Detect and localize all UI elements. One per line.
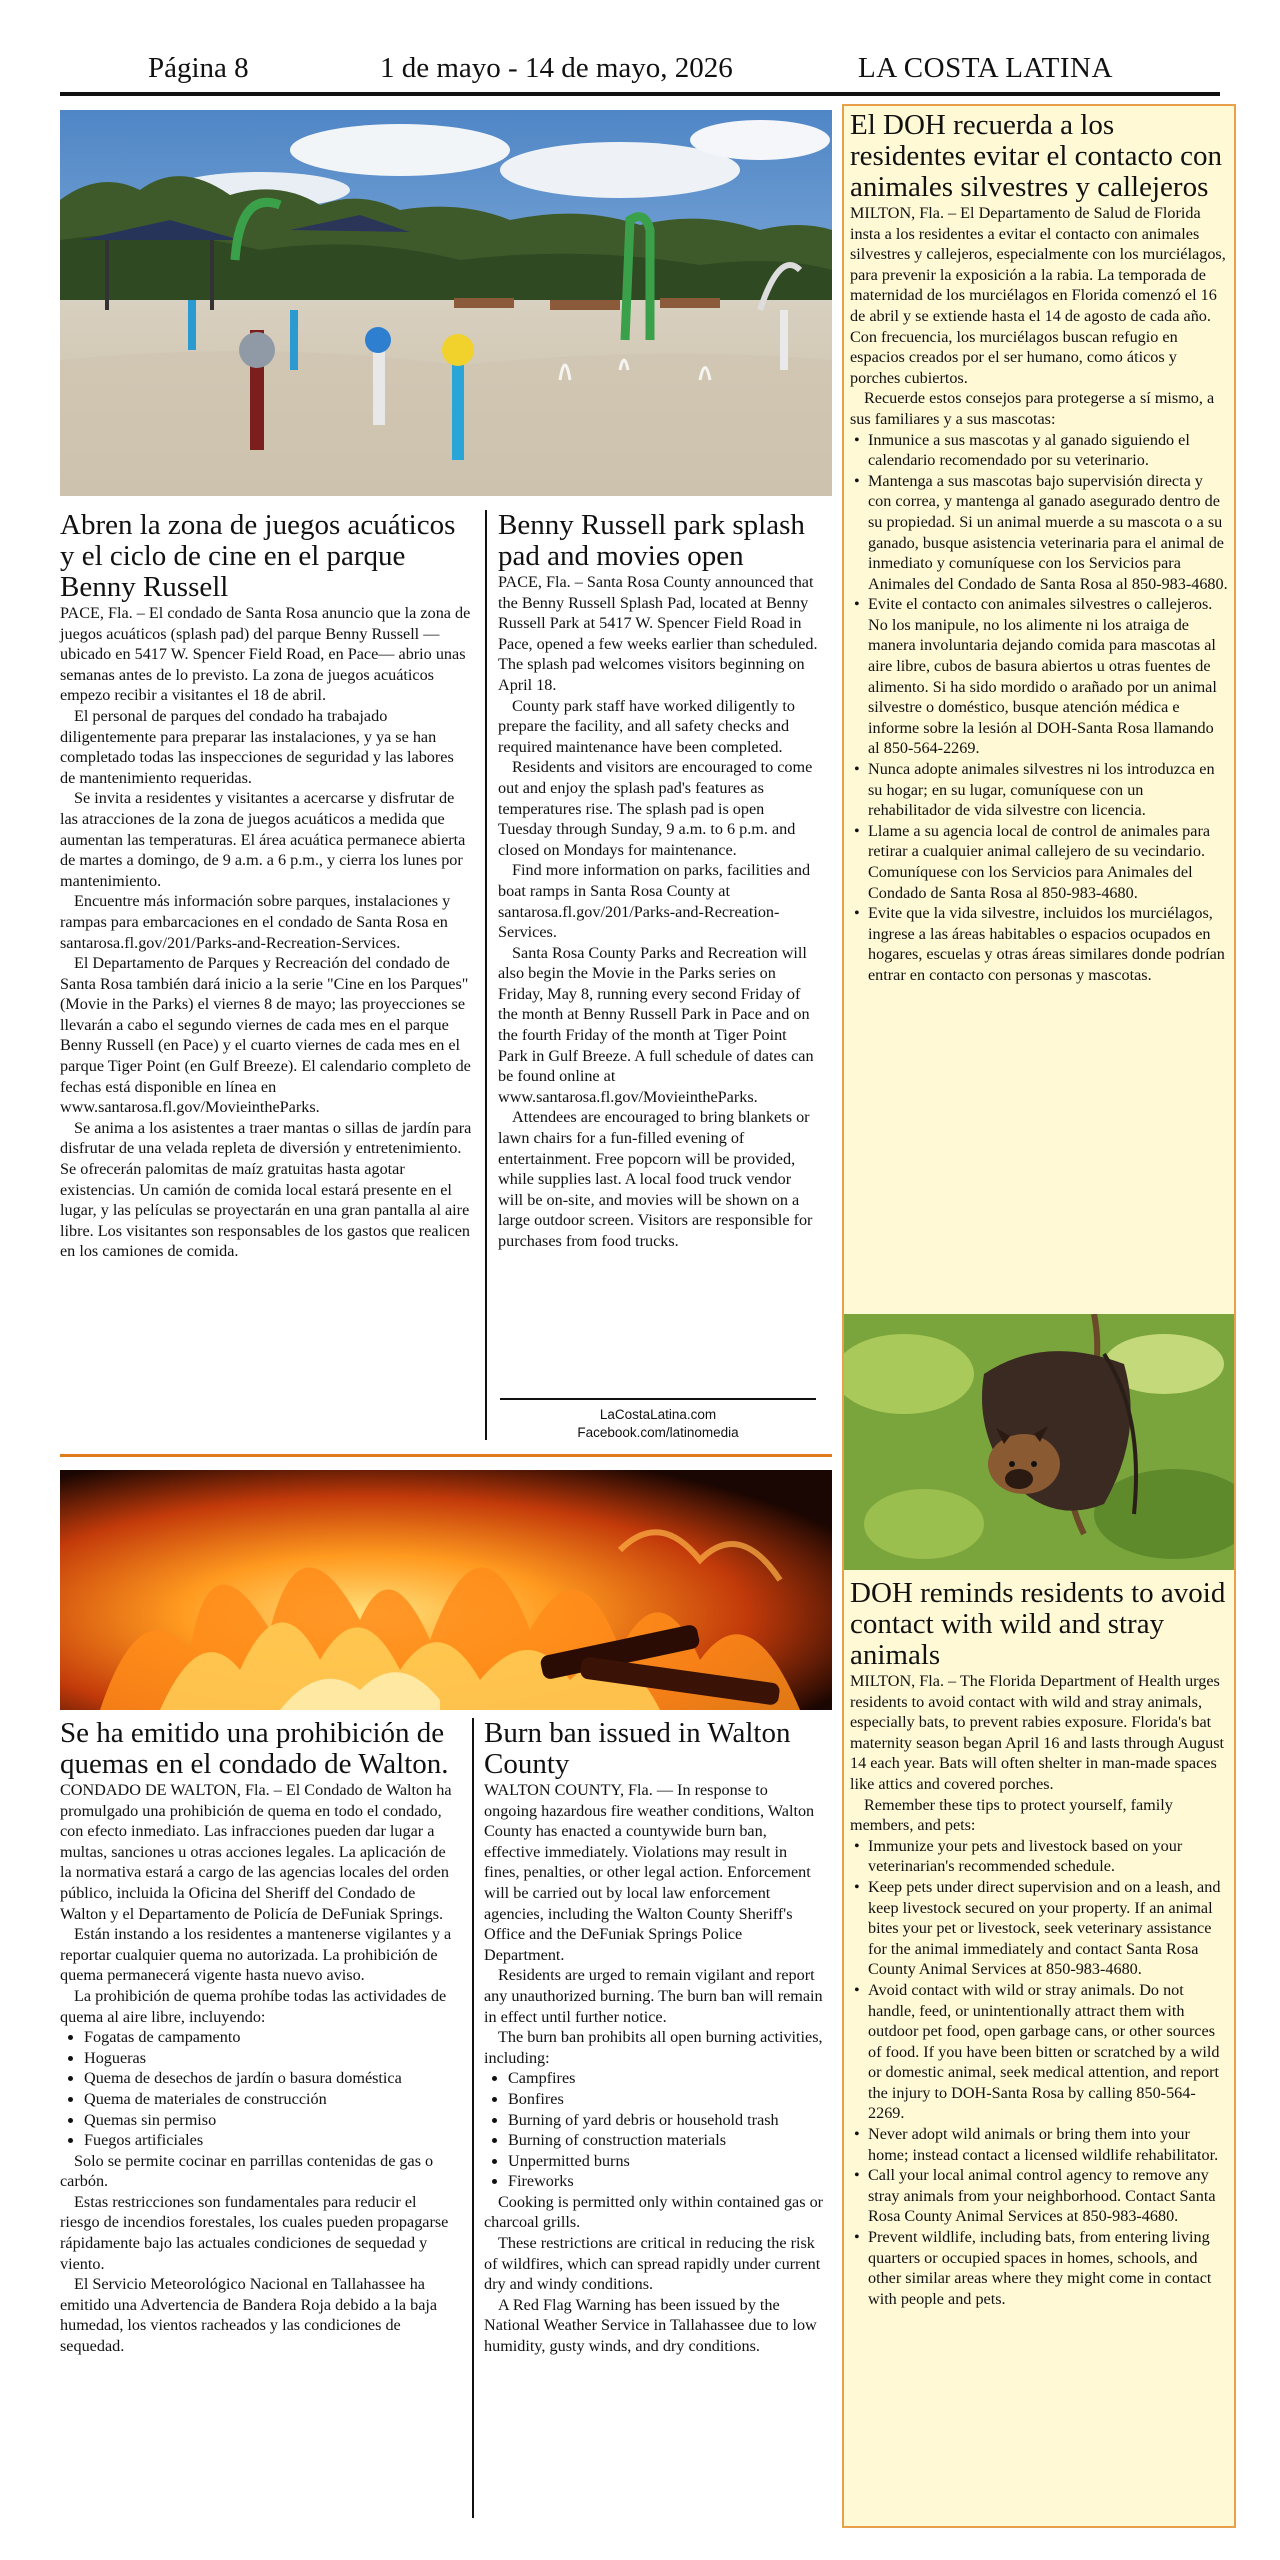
paragraph: Se invita a residentes y visitantes a acercarse y disfrutar de las atracciones de la zona de juegos acuáticos a medida que aumentan las temperaturas. El área acuática permanece abierta de martes a domingo, de 9 a.m. a 6 p.m., y cierra los lunes por mantenimiento. <box>60 789 466 890</box>
list-item: • Evite el contacto con animales silvestres o callejeros. No los manipule, no los alimente ni los atraiga de manera involuntaria dejando comida para mascotas al aire libre, cubos de basura abiertos u otras fuentes de alimento. Si ha sido mordido o arañado por un animal silvestre o doméstico, busque atención médica e informe sobre la lesión al DOH-Santa Rosa llamando al 850-564-2269. <box>868 594 1228 759</box>
list-item: • Inmunice a sus mascotas y al ganado siguiendo el calendario recomendado por su veterinario. <box>868 430 1228 471</box>
list-item: • Campfires <box>508 2068 824 2089</box>
tips-list-en <box>850 1836 1228 2310</box>
publication-name: LA COSTA LATINA <box>858 52 1113 84</box>
paragraph: The burn ban prohibits all open burning activities, including: <box>484 2028 823 2067</box>
masthead <box>60 48 1220 96</box>
list-item: • Bonfires <box>508 2089 824 2110</box>
paragraph: County park staff have worked diligently to prepare the facility, and all safety checks and required maintenance have been completed. <box>498 696 795 756</box>
article-burn-en <box>484 1718 824 2357</box>
paragraph: Attendees are encouraged to bring blankets or lawn chairs for a fun-filled evening of entertainment. Free popcorn will be provided, while supplies last. A local food truck vendor will be on-site, and movies will be shown on a large outdoor screen. Visitors are responsible for purchases from food trucks. <box>498 1108 813 1250</box>
paragraph: MILTON, Fla. – El Departamento de Salud de Florida insta a los residentes a evitar el contacto con animales silvestres y callejeros, especialmente con los murciélagos, para prevenir la exposición a la rabia. La temporada de maternidad de los murciélagos en Florida comenzó el 16 de abril y se extiende hasta el 14 de agosto de cada año. Con frecuencia, los murciélagos buscan refugio en espacios creados por el ser humano, como áticos y porches cubiertos. <box>850 204 1226 387</box>
facebook-link[interactable]: Facebook.com/latinomedia <box>577 1425 739 1440</box>
column-divider <box>472 1718 474 2518</box>
paragraph: CONDADO DE WALTON, Fla. – El Condado de Walton ha promulgado una prohibición de quema en todo el condado, con efecto inmediato. Las infracciones pueden dar lugar a multas, sanciones u otras acciones legales. La aplicación de la normativa estará a cargo de las agencias locales del orden público, incluida la Oficina del Sheriff del Condado de Walton y el Departamento de Policía de DeFuniak Springs. <box>60 1781 452 1923</box>
headline-doh-en: DOH reminds residents to avoid contact with wild and stray animals <box>850 1577 1226 1671</box>
paragraph: PACE, Fla. – Santa Rosa County announced that the Benny Russell Splash Pad, located at Benny Russell Park at 5417 W. Spencer Field Road in Pace, opened a few weeks earlier than scheduled. The splash pad welcomes visitors beginning on April 18. <box>498 573 818 694</box>
bat-photo <box>844 1314 1234 1570</box>
paragraph: La prohibición de quema prohíbe todas las actividades de quema al aire libre, incluyendo: <box>60 1986 447 2026</box>
paragraph: Remember these tips to protect yourself, family members, and pets: <box>850 1795 1173 1835</box>
article-splash-en <box>498 510 820 1252</box>
headline-burn-en: Burn ban issued in Walton County <box>484 1717 791 1780</box>
article-doh-en <box>850 1578 1228 2309</box>
paragraph: El Departamento de Parques y Recreación del condado de Santa Rosa también dará inicio a la serie "Cine en los Parques" (Movie in the Parks) el viernes 8 de mayo; las proyecciones se llevarán a cabo el segundo viernes de cada mes en el parque Benny Russell (en Pace) y el cuarto viernes de cada mes en el parque Tiger Point (en Gulf Breeze). El calendario completo de fechas está disponible en línea en www.santarosa.fl.gov/MovieintheParks. <box>60 954 471 1117</box>
paragraph: Estas restricciones son fundamentales para reducir el riesgo de incendios forestales, los cuales pueden propagarse rápidamente bajo las actuales condiciones de sequedad y viento. <box>60 2192 449 2273</box>
issue-date-range: 1 de mayo - 14 de mayo, 2026 <box>380 52 733 84</box>
paragraph: Encuentre más información sobre parques, instalaciones y rampas para embarcaciones en el condado de Santa Rosa en santarosa.fl.gov/201/Parks-and-Recreation-Services. <box>60 892 451 952</box>
prohibited-list-es <box>60 2027 460 2151</box>
list-item: • Llame a su agencia local de control de animales para retirar a cualquier animal callejero de su vecindario. Comuníquese con los Servicios para Animales del Condado de Santa Rosa al 850-983-4680. <box>868 821 1228 903</box>
list-item: • Quema de desechos de jardín o basura doméstica <box>84 2068 460 2089</box>
article-doh-es <box>850 110 1228 986</box>
section-divider <box>60 1454 832 1457</box>
column-divider <box>485 510 487 1440</box>
paragraph: Find more information on parks, facilities and boat ramps in Santa Rosa County at santarosa.fl.gov/201/Parks-and-Recreation-Services. <box>498 861 811 942</box>
paragraph: El Servicio Meteorológico Nacional en Tallahassee ha emitido una Advertencia de Bandera Roja debido a la baja humedad, los vientos racheados y las condiciones de sequedad. <box>60 2275 438 2356</box>
list-item: • Quema de materiales de construcción <box>84 2089 460 2110</box>
list-item: • Avoid contact with wild or stray animals. Do not handle, feed, or unintentionally attract them with outdoor pet food, open garbage cans, or other sources of food. If you have been bitten or scratched by a wild or domestic animal, seek medical attention, and report the injury to DOH-Santa Rosa by calling 850-564-2269. <box>868 1980 1228 2124</box>
list-item: • Prevent wildlife, including bats, from entering living quarters or occupied spaces in homes, schools, and other similar areas where they might come in contact with people and pets. <box>868 2227 1228 2309</box>
list-item: • Burning of yard debris or household trash <box>508 2110 824 2131</box>
headline-splash-en: Benny Russell park splash pad and movies open <box>498 509 805 572</box>
paragraph: WALTON COUNTY, Fla. — In response to ongoing hazardous fire weather conditions, Walton County has enacted a countywide burn ban, effective immediately. Violations may result in fines, penalties, or other legal action. Enforcement will be carried out by local law enforcement agencies, including the Walton County Sheriff's Office and the DeFuniak Springs Police Department. <box>484 1781 815 1964</box>
doh-sidebar <box>842 104 1236 2528</box>
list-item: • Hogueras <box>84 2048 460 2069</box>
paragraph: PACE, Fla. – El condado de Santa Rosa anuncio que la zona de juegos acuáticos (splash pad) del parque Benny Russell —ubicado en 5417 W. Spencer Field Road, en Pace— abrio unas semanas antes de lo previsto. La zona de juegos acuáticos empezo recibir a visitantes el 18 de abril. <box>60 604 471 705</box>
list-item: • Call your local animal control agency to remove any stray animals from your neighborhood. Contact Santa Rosa County Animal Services at 850-983-4680. <box>868 2165 1228 2227</box>
list-item: • Burning of construction materials <box>508 2130 824 2151</box>
list-item: • Keep pets under direct supervision and on a leash, and keep livestock secured on your property. If an animal bites your pet or livestock, seek veterinary assistance for the animal immediately and contact Santa Rosa County Animal Services at 850-983-4680. <box>868 1877 1228 1980</box>
paragraph: Residents are urged to remain vigilant and report any unauthorized burning. The burn ban will remain in effect until further notice. <box>484 1966 823 2026</box>
fire-photo <box>60 1470 832 1710</box>
paragraph: Santa Rosa County Parks and Recreation will also begin the Movie in the Parks series on Friday, May 8, running every second Friday of the month at Benny Russell Park in Pace and on the fourth Friday of the month at Tiger Point Park in Gulf Breeze. A full schedule of dates can be found online at www.santarosa.fl.gov/MovieintheParks. <box>498 943 814 1106</box>
page-number: Página 8 <box>148 52 249 84</box>
list-item: • Evite que la vida silvestre, incluidos los murciélagos, ingrese a las áreas habitables o espacios ocupados en hogares, escuelas y otras áreas similares donde podrían entrar en contacto con personas y mascotas. <box>868 903 1228 985</box>
paragraph: Residents and visitors are encouraged to come out and enjoy the splash pad's features as temperatures rise. The splash pad is open Tuesday through Sunday, 9 a.m. to 6 p.m. and closed on Mondays for maintenance. <box>498 758 813 859</box>
website-link[interactable]: LaCostaLatina.com <box>599 1407 717 1422</box>
headline-splash-es: Abren la zona de juegos acuáticos y el ciclo de cine en el parque Benny Russell <box>60 509 456 603</box>
paragraph: Están instando a los residentes a mantenerse vigilantes y a reportar cualquier quema no autorizada. La prohibición de quema permanecerá vigente hasta nuevo aviso. <box>60 1925 452 1985</box>
list-item: • Fireworks <box>508 2171 824 2192</box>
list-item: • Never adopt wild animals or bring them into your home; instead contact a licensed wildlife rehabilitator. <box>868 2124 1228 2165</box>
list-item: • Mantenga a sus mascotas bajo supervisión directa y con correa, y mantenga al ganado asegurado dentro de su propiedad. Si un animal muerde a su mascota o a su ganado, busque asistencia veterinaria para el animal de inmediato y comuníquese con los Servicios para Animales del Condado de Santa Rosa al 850-983-4680. <box>868 471 1228 595</box>
article-burn-es <box>60 1718 460 2357</box>
tips-list-es <box>850 430 1228 986</box>
paragraph: Cooking is permitted only within contained gas or charcoal grills. <box>484 2192 824 2232</box>
list-item: • Unpermitted burns <box>508 2151 824 2172</box>
paragraph: These restrictions are critical in reducing the risk of wildfires, which can spread rapidly under current dry and windy conditions. <box>484 2234 821 2294</box>
list-item: • Nunca adopte animales silvestres ni los introduzca en su hogar; en su lugar, comuníquese con un rehabilitador de vida silvestre con licencia. <box>868 759 1228 821</box>
paragraph: MILTON, Fla. – The Florida Department of Health urges residents to avoid contact with wild and stray animals, especially bats, to prevent rabies exposure. Florida's bat maternity season began April 16 and lasts through August 14 each year. Bats will often shelter in man-made spaces like attics and covered porches. <box>850 1672 1225 1793</box>
headline-doh-es: El DOH recuerda a los residentes evitar el contacto con animales silvestres y callejeros <box>850 109 1223 203</box>
paragraph: Solo se permite cocinar en parrillas contenidas de gas o carbón. <box>60 2151 434 2191</box>
paragraph: Recuerde estos consejos para protegerse a sí mismo, a sus familiares y a sus mascotas: <box>850 389 1215 428</box>
publication-credit <box>500 1398 816 1442</box>
list-item: • Immunize your pets and livestock based on your veterinarian's recommended schedule. <box>868 1836 1228 1877</box>
list-item: • Fuegos artificiales <box>84 2130 460 2151</box>
prohibited-list-en <box>484 2068 824 2192</box>
paragraph: El personal de parques del condado ha trabajado diligentemente para preparar las instalaciones, y ya se han completado todas las inspecciones de seguridad y las labores de mantenimiento requeridas. <box>60 706 454 787</box>
paragraph: Se anima a los asistentes a traer mantas o sillas de jardín para disfrutar de una velada repleta de diversión y entretenimiento. Se ofrecerán palomitas de maíz gratuitas hasta agotar existencias. Un camión de comida local estará presente en el lugar, y las películas se proyectarán en una gran pantalla al aire libre. Los visitantes son responsables de los gastos que realicen en los camiones de comida. <box>60 1118 472 1261</box>
headline-burn-es: Se ha emitido una prohibición de quemas en el condado de Walton. <box>60 1717 449 1780</box>
paragraph: A Red Flag Warning has been issued by the National Weather Service in Tallahassee due to low humidity, gusty winds, and dry conditions. <box>484 2295 817 2356</box>
article-splash-es <box>60 510 472 1262</box>
splash-pad-photo <box>60 110 832 496</box>
list-item: • Quemas sin permiso <box>84 2110 460 2131</box>
list-item: • Fogatas de campamento <box>84 2027 460 2048</box>
